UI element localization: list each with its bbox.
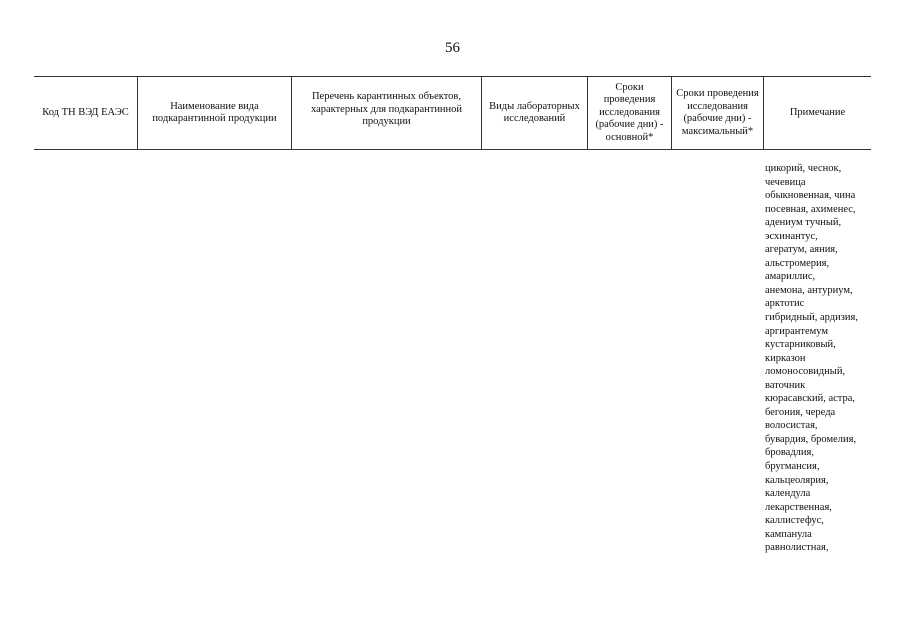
note-line: календула bbox=[765, 488, 811, 500]
note-line: обыкновенная, чина bbox=[765, 190, 856, 202]
note-line: каллистефус, bbox=[765, 515, 824, 527]
note-line: ломоносовидный, bbox=[765, 366, 846, 378]
table-header bbox=[34, 76, 871, 150]
header-lab-types: Виды лабораторных исследований bbox=[482, 77, 588, 149]
page-number: 56 bbox=[445, 40, 460, 56]
note-line: бругмансия, bbox=[765, 461, 820, 473]
note-line: лекарственная, bbox=[765, 501, 832, 513]
note-line: альстромерия, bbox=[765, 257, 830, 269]
note-line: бувардия, бромелия, bbox=[765, 433, 857, 445]
note-line: равнолистная, bbox=[765, 542, 829, 554]
note-line: анемона, антуриум, bbox=[765, 284, 853, 296]
note-line: адениум тучный, bbox=[765, 217, 842, 229]
note-line: эсхинантус, bbox=[765, 230, 818, 242]
note-line: агератум, аяния, bbox=[765, 244, 838, 256]
note-line: кустарниковый, bbox=[765, 339, 836, 351]
header-product-name: Наименование вида подкарантинной продукции bbox=[138, 77, 292, 149]
note-line: бегония, череда bbox=[765, 406, 836, 418]
header-quarantine-objects: Перечень карантинных объектов, характерных для подкарантинной продукции bbox=[292, 77, 482, 149]
note-line: кюрасавский, астра, bbox=[765, 393, 856, 405]
note-line: посевная, ахименес, bbox=[765, 203, 856, 215]
note-line: чечевица bbox=[765, 176, 806, 188]
note-line: ваточник bbox=[765, 379, 806, 391]
note-line: арктотис bbox=[765, 298, 805, 310]
note-line: кирказон bbox=[765, 352, 806, 364]
note-line: аргирантемум bbox=[765, 325, 829, 337]
header-term-basic: Сроки проведения исследования (рабочие дни) - основной* bbox=[588, 77, 672, 149]
header-note: Примечание bbox=[789, 106, 846, 118]
header-term-max: Сроки проведения исследования (рабочие дни) - максимальный* bbox=[672, 77, 764, 149]
note-line: амариллис, bbox=[765, 271, 816, 283]
note-line: кальцеолярия, bbox=[765, 474, 829, 486]
note-line: гибридный, ардизия, bbox=[765, 312, 858, 324]
header-code: Код ТН ВЭД ЕАЭС bbox=[34, 77, 138, 149]
note-line: кампанула bbox=[765, 528, 812, 540]
note-line: цикорий, чеснок, bbox=[765, 163, 842, 174]
note-line: волосистая, bbox=[765, 420, 818, 432]
note-line: бровадлия, bbox=[765, 447, 814, 459]
note-column bbox=[765, 162, 873, 555]
